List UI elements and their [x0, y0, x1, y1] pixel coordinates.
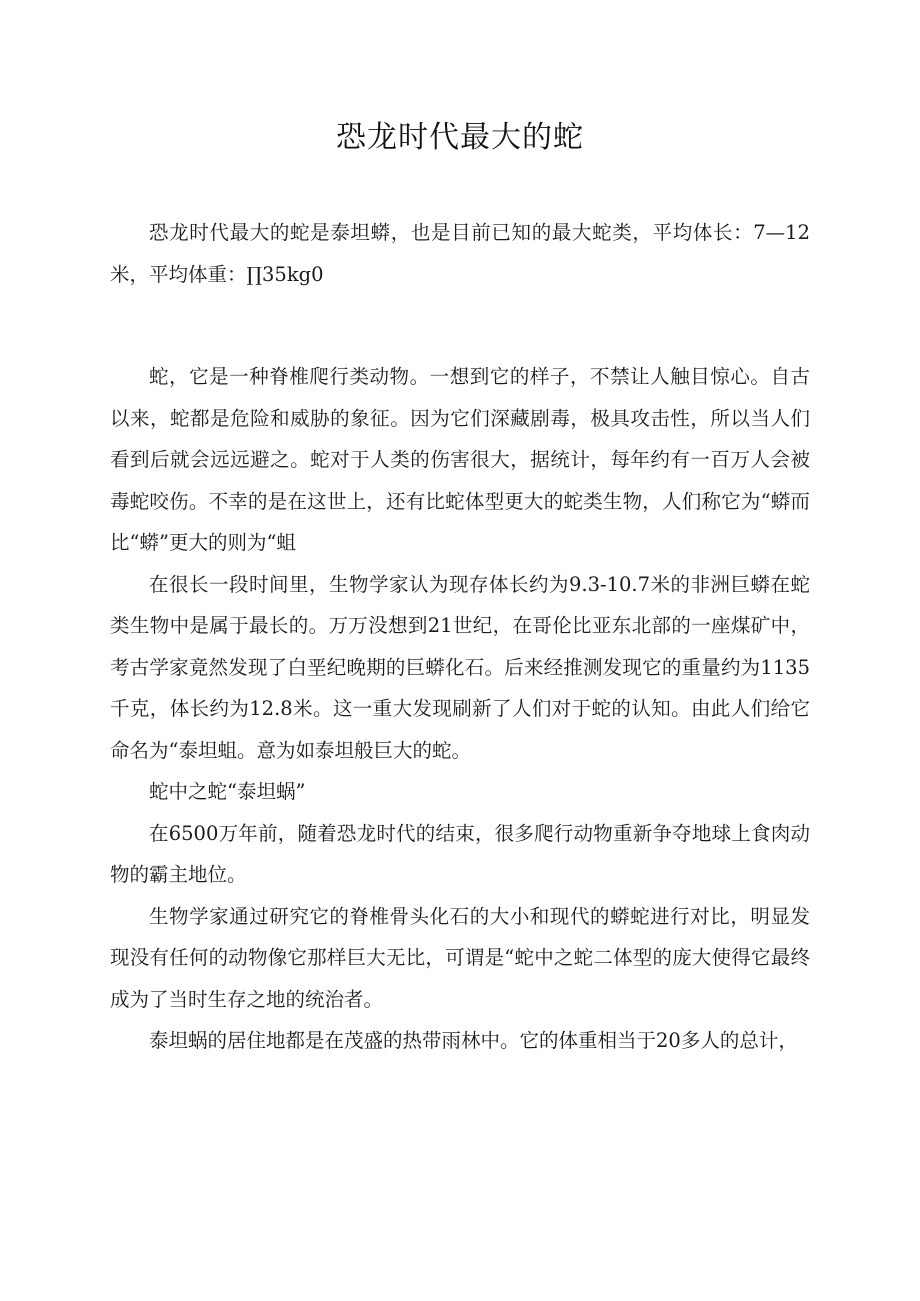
document-title: 恐龙时代最大的蛇 [336, 120, 584, 155]
body-section [110, 356, 810, 1062]
intro-paragraph: 恐龙时代最大的蛇是泰坦蟒，也是目前已知的最大蛇类，平均体长：7—12米，平均体重：∏35kg0 [110, 221, 810, 286]
paragraph-subheading: 蛇中之蛇“泰坦蜗” [149, 780, 306, 803]
paragraph-habitat: 泰坦蜗的居住地都是在茂盛的热带雨林中。它的体重相当于20多人的总计， [149, 1029, 798, 1052]
paragraph-research: 生物学家通过研究它的脊椎骨头化石的大小和现代的蟒蛇进行对比，明显发现没有任何的动物像它那样巨大无比，可谓是“蛇中之蛇二体型的庞大使得它最终成为了当时生存之地的统治者。 [110, 904, 810, 1011]
paragraph-era: 在6500万年前，随着恐龙时代的结束，很多爬行动物重新争夺地球上食肉动物的霸主地位。 [110, 821, 810, 886]
paragraph-titanoboa-discovery: 在很长一段时间里，生物学家认为现存体长约为9.3-10.7米的非洲巨蟒在蛇类生物中是属于最长的。万万没想到21世纪，在哥伦比亚东北部的一座煤矿中，考古学家竟然发现了白垩纪晚期的巨蟒化石。后来经推测发现它的重量约为1135千克，体长约为12.8米。这一重大发现刷新了人们对于蛇的认知。由此人们给它命名为“泰坦蛆。意为如泰坦般巨大的蛇。 [110, 572, 810, 762]
paragraph-snake-intro: 蛇，它是一种脊椎爬行类动物。一想到它的样子，不禁让人触目惊心。自古以来，蛇都是危险和威胁的象征。因为它们深藏剧毒，极具攻击性，所以当人们看到后就会远远避之。蛇对于人类的伤害很大，据统计，每年约有一百万人会被毒蛇咬伤。不幸的是在这世上，还有比蛇体型更大的蛇类生物，人们称它为“蟒而比“蟒”更大的则为“蛆 [110, 365, 810, 554]
intro-section [110, 212, 810, 295]
